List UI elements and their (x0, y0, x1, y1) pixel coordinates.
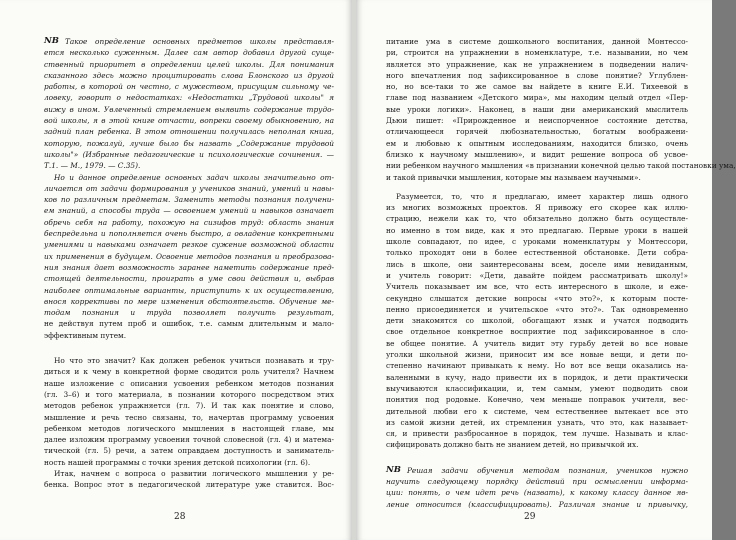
paragraph-line: степенно начинают привыкать к нему. Но вот все вещи оказались на- (386, 361, 688, 371)
paragraph-line: уголки школьной жизни, приносит им все новые вещи, и дети по- (386, 350, 688, 360)
body-paragraph (44, 468, 334, 491)
paragraph-line: наиболее оптимальные варианты, приступить к их осуществлению, (44, 285, 334, 295)
paragraph-line: только проходят они в более естественной обстановке. Дети собра- (386, 248, 688, 258)
paragraph-line: наше изложение с описания усвоения ребенком методов познания (44, 378, 334, 388)
paragraph-line: методов ребенок упражняется (гл. 7). И так как понятие и слово, (44, 401, 334, 411)
paragraph-line: дети знакомятся со школой, обогащают язык и учатся подводить (386, 316, 688, 326)
right-page-number: 29 (524, 512, 536, 522)
paragraph-gap (386, 451, 688, 465)
paragraph-line: питание ума в системе дошкольного воспитания, данной Монтессо- (386, 37, 688, 46)
paragraph-gap (44, 341, 334, 355)
paragraph-line: из многих возможных проектов. Я привожу его скорее как иллю- (386, 203, 688, 213)
paragraph-line: Разумеется, то, что я предлагаю, имеет характер лишь одного (396, 191, 688, 201)
left-page (0, 0, 352, 540)
body-paragraph (386, 191, 688, 451)
nb-marker: NB (44, 36, 59, 46)
nb-note-line: Решая задачи обучения методам познания, учеников нужно (406, 465, 688, 475)
paragraph-line: ния знания дает возможность заранее наметить содержание пред- (44, 262, 334, 272)
paragraph-line: умениями и навыками означает резкое сужение возможной области (44, 240, 334, 250)
paragraph-line: ем и любовью к опытным исследованиям, находится близко, очень (386, 138, 688, 148)
paragraph-line: сифицировать должно быть не знанием детей, но привычкой их. (386, 440, 639, 450)
paragraph-line: но, но все-таки то же самое вы найдете в книге Е.И. Тихеевой в (386, 82, 688, 92)
paragraph-line: свое отдельное конкретное восприятие под зафиксированное в сло- (386, 327, 688, 337)
paragraph-line: Учитель показывает им все, что есть интересного в школе, и еже- (386, 282, 688, 292)
right-text-column (386, 36, 736, 510)
paragraph-line: ность нашей программы с точки зрения детской психологии (гл. 6). (44, 457, 311, 467)
paragraph-line: близко к научному мышлению», и видит решение вопроса об усвое- (386, 149, 688, 159)
paragraph-line: тической (гл. 5) речи, а затем оправдаем доступность и заниматель- (44, 446, 334, 456)
paragraph-line: вые уроки логики». Наконец, в наши дни американский мыслитель (386, 104, 688, 114)
paragraph-line: Но что это значит? Как должен ребенок учиться познавать и тру- (54, 356, 334, 366)
nb-note-line: школы"» (Избранные педагогические и психологические сочинения. — (44, 149, 334, 159)
paragraph-line: бенка. Вопрос этот в педагогической литературе уже ставится. Вос- (44, 480, 334, 490)
italic-paragraph (44, 172, 334, 341)
paragraph-line: секундно слышатся детские вопросы «что это?», к которым посте- (386, 293, 688, 303)
paragraph-line: личается от задачи формирования у учеников знаний, умений и навы- (44, 183, 334, 193)
nb-note-line: Т.1. — М., 1979. — С.35). (44, 161, 141, 171)
paragraph-line: их применения в будущем. Освоение методов познания и преобразова- (44, 251, 334, 261)
paragraph-line: выучиваются классификации, и, тем самым, умеют подводить свои (386, 383, 688, 393)
body-paragraph (44, 355, 334, 468)
paragraph-line: ве общее понятие. А учитель видит эту гурьбу детей во все новые (386, 338, 688, 348)
paragraph-line: внося коррективы по мере изменения обстоятельств. Обучение ме- (44, 296, 334, 306)
paragraph-line: ся, и привести разбросанное в порядок, тем лучше. Называть и клас- (386, 429, 688, 439)
nb-note-line: научить следующему порядку действий при осмыслении информа- (386, 476, 688, 486)
paragraph-line: ребенком методов логического мышления в настоящей главе, мы (44, 423, 334, 433)
left-text-column (44, 36, 334, 491)
nb-note-block (44, 36, 334, 172)
paragraph-line: дительной любви его к системе, чем естественнее вытекает все это (386, 406, 688, 416)
paragraph-line: школе совпадают, по идее, с уроками номенклатуры у Монтессори, (386, 237, 688, 247)
paragraph-line: отличающееся горячей любознательностью, богатым воображени- (386, 127, 688, 137)
paragraph-line: мышление и речь тесно связаны, то, начертав программу усвоения (44, 412, 334, 422)
paragraph-line: (гл. 3–6) и того материала, в познании которого посредством этих (44, 389, 334, 399)
nb-note-line: которую, пожалуй, лучше было бы назвать „Содержание трудовой (44, 138, 334, 148)
nb-note-line: вижу в ином. Увлеченный стремлением выявить содержание трудо- (44, 104, 334, 114)
nb-note-line: ется несколько суженным. Далее сам автор добавил другой суще- (44, 48, 334, 58)
paragraph-line: но именно в том виде, как я это предлагаю. Первые уроки в нашей (386, 225, 688, 235)
paragraph-line: Итак, начнем с вопроса о развитии логического мышления у ре- (54, 468, 334, 478)
paragraph-line: тодам познания и труда позволяет получить результат, (44, 308, 334, 318)
nb-note-block (386, 465, 688, 510)
paragraph-line: нии ребенком научного мышления «в признании конечной целью такой постановки ума, (386, 161, 736, 171)
paragraph-line: беспредельна и пополняется очень быстро, а овладение конкретными (44, 229, 334, 239)
nb-marker: NB (386, 464, 401, 475)
paragraph-line: диться и к чему в конкретной форме сводится роль учителя? Начнем (44, 367, 334, 377)
nb-note-line: работы, в которой он честно, с мужеством, присущим сильному че- (44, 82, 334, 92)
right-page (356, 0, 736, 540)
paragraph-line: стоящей деятельности, проиграть в уме свои действия и, выбрав (44, 274, 334, 284)
nb-note-line: ции: понять, о чем идет речь (назвать), к какому классу данное яв- (386, 488, 688, 498)
paragraph-line: Но и данное определение основных задач школы значительно от- (54, 172, 334, 182)
paragraph-line: далее изложим программу усвоения точной словесной (гл. 4) и матема- (44, 435, 334, 445)
paragraph-line: ем знаний, а способы труда — освоением умений и навыков означает (44, 206, 334, 216)
nb-note-line: сказанного здесь можно процитировать слова Блонского из другой (44, 70, 334, 80)
paragraph-line: и такой привычки мышления, которые мы называем научными». (386, 172, 641, 182)
paragraph-line: и учитель говорит: «Дети, давайте пойдем рассматривать школу!» (386, 270, 688, 280)
nb-note-line: задний план ребенка. В этом отношении получилась неполная книга, (44, 127, 334, 137)
paragraph-line: из самой жизни детей, их стремления узнать, что это, как называет- (386, 417, 688, 427)
paragraph-line: лись в школе, они заинтересованы всем, доселе ими невиданным, (386, 259, 688, 269)
paragraph-line: ри, строится на упражнении в номенклатуре, т.е. назывании, но чем (386, 48, 688, 58)
paragraph-line: валенными в кучу, надо привести их в порядок, и дети практически (386, 372, 688, 382)
nb-note-line: вой школы, я в этой книге отчасти, вопреки своему обыкновению, на (44, 116, 334, 126)
paragraph-line: является это упражнение, как не упражнением в подведении налич- (386, 59, 688, 69)
paragraph-line: не действуя путем проб и ошибок, т.е. самым длительным и мало- (44, 319, 334, 329)
paragraph-line: понятия под родовые. Конечно, чем меньше поправок учителя, вес- (386, 395, 688, 405)
paragraph-line: Дьюи пишет: «Прирожденное и неиспорченное состояние детства, (386, 116, 688, 126)
paragraph-line: ков по различным предметам. Заменить методы познания получени- (44, 195, 334, 205)
nb-note-line: Такое определение основных предметов школы представля- (64, 37, 334, 46)
nb-note-line: ление относится (классифицировать). Различая знание и привычку, (386, 499, 688, 509)
paragraph-line: главе под названием «Детского мира», мы находим целый отдел «Пер- (386, 93, 688, 103)
paragraph-line: обречь себя на работу, похожую на сизифов труд: область знания (44, 217, 334, 227)
left-page-number: 28 (174, 512, 186, 522)
paragraph-line: эффективным путем. (44, 330, 127, 340)
nb-note-line: ственный приоритет в определении целей школы. Для понимания (44, 59, 334, 69)
body-paragraph (386, 36, 736, 183)
paragraph-line: страцию, нежели как то, что обязательно должно быть осуществле- (386, 214, 688, 224)
paragraph-gap (386, 183, 688, 191)
paragraph-line: ного впечатления под зафиксированное в слове понятие? Углублен- (386, 70, 688, 80)
paragraph-line: пенно присоединяется и учительское «что это?». Так одновременно (386, 304, 688, 314)
nb-note-line: ловеку, говорит о недостатках: «Недостатки „Трудовой школы" я (44, 93, 334, 103)
